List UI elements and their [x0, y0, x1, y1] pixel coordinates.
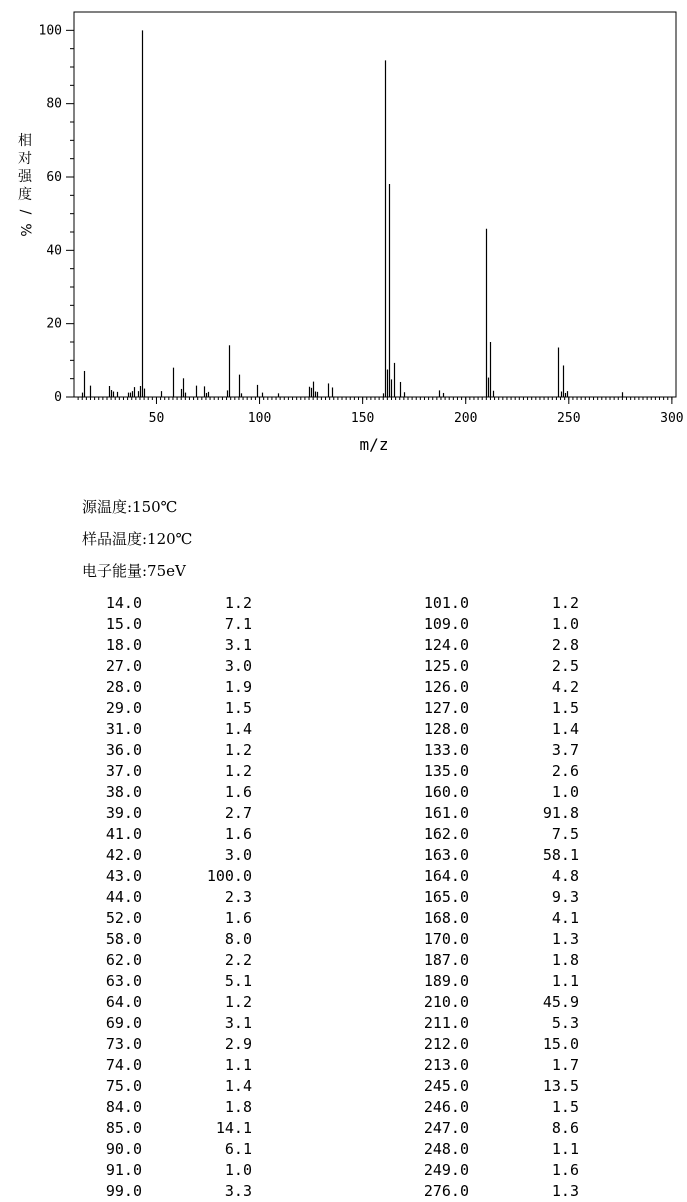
peak-abundance: 2.3 — [224, 888, 252, 906]
peak-table-row — [0, 929, 340, 950]
peak-table-row — [0, 614, 340, 635]
peak-table-row — [340, 656, 687, 677]
peak-abundance: 1.5 — [224, 699, 252, 717]
peak-table-row — [340, 677, 687, 698]
peak-mz: 38.0 — [105, 783, 142, 801]
x-axis-label: m/z — [359, 435, 389, 454]
y-axis-label-char: 强 — [18, 169, 32, 185]
peak-table-row — [0, 887, 340, 908]
peak-abundance: 1.1 — [551, 1140, 579, 1158]
peak-abundance: 1.0 — [551, 615, 579, 633]
peak-mz: 126.0 — [423, 678, 469, 696]
peak-mz: 43.0 — [105, 867, 142, 885]
peak-mz: 249.0 — [423, 1161, 469, 1179]
peak-mz: 99.0 — [105, 1182, 142, 1200]
peak-abundance: 1.6 — [224, 909, 252, 927]
peak-table-row — [340, 761, 687, 782]
peak-table-row — [340, 719, 687, 740]
peak-mz: 170.0 — [423, 930, 469, 948]
peak-table-row — [340, 950, 687, 971]
peak-abundance: 9.3 — [551, 888, 579, 906]
peak-table-row — [340, 698, 687, 719]
peak-mz: 39.0 — [105, 804, 142, 822]
peak-abundance: 1.1 — [551, 972, 579, 990]
peak-mz: 37.0 — [105, 762, 142, 780]
peak-table-row — [0, 782, 340, 803]
peak-table-row — [340, 992, 687, 1013]
peak-abundance: 1.9 — [224, 678, 252, 696]
peak-table-row — [0, 761, 340, 782]
y-axis-label-char: % — [17, 223, 33, 237]
peak-abundance: 1.0 — [551, 783, 579, 801]
peak-abundance: 3.0 — [224, 846, 252, 864]
peak-abundance: 1.3 — [551, 930, 579, 948]
peak-mz: 14.0 — [105, 594, 142, 612]
peak-abundance: 1.8 — [551, 951, 579, 969]
peak-table-row — [0, 971, 340, 992]
peak-mz: 168.0 — [423, 909, 469, 927]
x-tick-label: 300 — [660, 411, 684, 426]
x-tick-label: 250 — [557, 411, 581, 426]
peak-abundance: 1.4 — [224, 720, 252, 738]
peak-mz: 29.0 — [105, 699, 142, 717]
peak-mz: 27.0 — [105, 657, 142, 675]
peak-table-row — [0, 908, 340, 929]
peak-table-row — [340, 824, 687, 845]
peak-abundance: 1.4 — [224, 1077, 252, 1095]
peak-mz: 58.0 — [105, 930, 142, 948]
peak-mz: 212.0 — [423, 1035, 469, 1053]
peak-abundance: 1.2 — [551, 594, 579, 612]
peak-table-row — [0, 656, 340, 677]
peak-mz: 127.0 — [423, 699, 469, 717]
peak-table-row — [0, 824, 340, 845]
y-axis-label-char: 相 — [18, 133, 32, 149]
peak-mz: 44.0 — [105, 888, 142, 906]
peak-mz: 63.0 — [105, 972, 142, 990]
peak-mz: 163.0 — [423, 846, 469, 864]
peak-table-row — [340, 1181, 687, 1202]
peak-mz: 245.0 — [423, 1077, 469, 1095]
peak-table-row — [0, 1076, 340, 1097]
peak-abundance: 5.3 — [551, 1014, 579, 1032]
peak-abundance: 2.6 — [551, 762, 579, 780]
peak-mz: 84.0 — [105, 1098, 142, 1116]
peak-mz: 162.0 — [423, 825, 469, 843]
peak-abundance: 2.2 — [224, 951, 252, 969]
peak-table-row — [340, 1013, 687, 1034]
peak-table-row — [0, 698, 340, 719]
peak-mz: 28.0 — [105, 678, 142, 696]
peak-abundance: 1.2 — [224, 993, 252, 1011]
peak-table-row — [340, 1076, 687, 1097]
peak-table-row — [340, 593, 687, 614]
peak-abundance: 15.0 — [542, 1035, 579, 1053]
peak-mz: 124.0 — [423, 636, 469, 654]
peak-mz: 161.0 — [423, 804, 469, 822]
peak-abundance: 7.1 — [224, 615, 252, 633]
peak-abundance: 4.1 — [551, 909, 579, 927]
peak-mz: 74.0 — [105, 1056, 142, 1074]
peak-mz: 52.0 — [105, 909, 142, 927]
peak-mz: 246.0 — [423, 1098, 469, 1116]
peak-mz: 211.0 — [423, 1014, 469, 1032]
peak-abundance: 4.8 — [551, 867, 579, 885]
peak-abundance: 1.6 — [224, 825, 252, 843]
peak-table-row — [340, 803, 687, 824]
peak-mz: 75.0 — [105, 1077, 142, 1095]
peak-abundance: 1.2 — [224, 594, 252, 612]
peak-abundance: 1.3 — [551, 1182, 579, 1200]
peak-abundance: 1.7 — [551, 1056, 579, 1074]
y-tick-label: 20 — [46, 316, 62, 332]
y-axis-label — [17, 132, 33, 237]
peak-table-row — [0, 719, 340, 740]
peak-table-row — [340, 1055, 687, 1076]
peak-table-row — [0, 740, 340, 761]
x-tick-label: 100 — [247, 411, 272, 426]
peak-mz: 41.0 — [105, 825, 142, 843]
y-tick-label: 40 — [46, 243, 62, 259]
peak-mz: 213.0 — [423, 1056, 469, 1074]
peak-table-row — [340, 1034, 687, 1055]
y-axis-label-char: 度 — [18, 187, 32, 203]
peak-abundance: 2.8 — [551, 636, 579, 654]
peak-table-row — [0, 635, 340, 656]
peak-mz: 69.0 — [105, 1014, 142, 1032]
peak-abundance: 5.1 — [224, 972, 252, 990]
peak-abundance: 7.5 — [551, 825, 579, 843]
peak-table-left — [0, 593, 340, 1202]
peak-abundance: 58.1 — [542, 846, 579, 864]
peak-table-row — [0, 1097, 340, 1118]
peak-table-row — [340, 740, 687, 761]
peak-mz: 73.0 — [105, 1035, 142, 1053]
peak-table-row — [0, 803, 340, 824]
peak-table-row — [0, 845, 340, 866]
peak-mz: 91.0 — [105, 1161, 142, 1179]
peak-table-row — [340, 1118, 687, 1139]
peak-mz: 276.0 — [423, 1182, 469, 1200]
peak-abundance: 91.8 — [542, 804, 579, 822]
peak-table-row — [0, 1118, 340, 1139]
peak-abundance: 6.1 — [224, 1140, 252, 1158]
peak-table-right — [340, 593, 687, 1202]
peak-abundance: 1.2 — [224, 762, 252, 780]
peak-table-row — [0, 1181, 340, 1202]
y-axis-label-char: / — [17, 209, 33, 215]
peak-table-row — [340, 614, 687, 635]
peak-table-row — [340, 1097, 687, 1118]
peak-abundance: 1.5 — [551, 699, 579, 717]
peak-mz: 31.0 — [105, 720, 142, 738]
peak-mz: 125.0 — [423, 657, 469, 675]
peak-abundance: 3.3 — [224, 1182, 252, 1200]
spectrum-peaks — [83, 30, 623, 397]
peak-abundance: 1.6 — [224, 783, 252, 801]
peak-abundance: 2.5 — [551, 657, 579, 675]
y-tick-label: 80 — [46, 96, 62, 112]
peak-abundance: 1.1 — [224, 1056, 252, 1074]
peak-abundance: 1.0 — [224, 1161, 252, 1179]
peak-mz: 160.0 — [423, 783, 469, 801]
mass-spectrum-chart — [0, 0, 687, 470]
peak-mz: 15.0 — [105, 615, 142, 633]
peak-mz: 164.0 — [423, 867, 469, 885]
y-tick-label: 0 — [54, 390, 62, 405]
peak-table-row — [340, 1139, 687, 1160]
peak-mz: 18.0 — [105, 636, 142, 654]
peak-mz: 247.0 — [423, 1119, 469, 1137]
peak-table-row — [0, 1139, 340, 1160]
peak-table-row — [0, 992, 340, 1013]
peak-abundance: 1.8 — [224, 1098, 252, 1116]
peak-table-row — [0, 677, 340, 698]
peak-mz: 165.0 — [423, 888, 469, 906]
peak-abundance: 2.7 — [224, 804, 252, 822]
peak-mz: 133.0 — [423, 741, 469, 759]
peak-abundance: 8.6 — [551, 1119, 579, 1137]
peak-abundance: 1.4 — [551, 720, 579, 738]
y-tick-label: 60 — [46, 170, 62, 185]
x-tick-label: 200 — [453, 411, 478, 426]
peak-table-row — [340, 971, 687, 992]
peak-table-row — [340, 1160, 687, 1181]
peak-abundance: 2.9 — [224, 1035, 252, 1053]
peak-table-row — [340, 887, 687, 908]
peak-abundance: 1.6 — [551, 1161, 579, 1179]
peak-table-row — [0, 1034, 340, 1055]
peak-table-row — [0, 1013, 340, 1034]
peak-table-row — [0, 1160, 340, 1181]
y-tick-label: 100 — [38, 23, 62, 39]
peak-mz: 135.0 — [423, 762, 469, 780]
peak-mz: 248.0 — [423, 1140, 469, 1158]
sample-temperature: 样品温度:120℃ — [82, 530, 193, 548]
peak-abundance: 4.2 — [551, 678, 579, 696]
peak-mz: 101.0 — [423, 594, 469, 612]
x-tick-label: 50 — [148, 411, 165, 426]
peak-table-row — [0, 593, 340, 614]
peak-table-row — [340, 866, 687, 887]
peak-abundance: 3.1 — [224, 636, 252, 654]
source-temperature: 源温度:150℃ — [82, 498, 178, 516]
electron-energy: 电子能量:75eV — [82, 562, 186, 580]
peak-mz: 62.0 — [105, 951, 142, 969]
peak-abundance: 8.0 — [224, 930, 252, 948]
peak-mz: 187.0 — [423, 951, 469, 969]
peak-mz: 90.0 — [105, 1140, 142, 1158]
peak-abundance: 3.7 — [551, 741, 579, 759]
y-axis-label-char: 对 — [18, 151, 32, 167]
peak-table-row — [340, 929, 687, 950]
peak-mz: 210.0 — [423, 993, 469, 1011]
peak-abundance: 14.1 — [215, 1119, 252, 1137]
peak-table-row — [340, 908, 687, 929]
x-axis-ticks — [149, 397, 684, 426]
peak-table-row — [0, 866, 340, 887]
peak-mz: 36.0 — [105, 741, 142, 759]
peak-abundance: 3.1 — [224, 1014, 252, 1032]
peak-mz: 189.0 — [423, 972, 469, 990]
peak-abundance: 45.9 — [542, 993, 579, 1011]
peak-table-row — [0, 1055, 340, 1076]
peak-mz: 128.0 — [423, 720, 469, 738]
peak-abundance: 1.5 — [551, 1098, 579, 1116]
peak-mz: 85.0 — [105, 1119, 142, 1137]
peak-table-row — [0, 950, 340, 971]
peak-mz: 109.0 — [423, 615, 469, 633]
peak-mz: 42.0 — [105, 846, 142, 864]
peak-abundance: 100.0 — [206, 867, 252, 885]
peak-table-row — [340, 635, 687, 656]
peak-table-row — [340, 782, 687, 803]
x-tick-label: 150 — [350, 411, 375, 426]
peak-mz: 64.0 — [105, 993, 142, 1011]
y-axis-ticks — [39, 23, 74, 405]
peak-abundance: 1.2 — [224, 741, 252, 759]
peak-abundance: 13.5 — [542, 1077, 579, 1095]
plot-frame — [74, 12, 676, 397]
peak-abundance: 3.0 — [224, 657, 252, 675]
peak-table-row — [340, 845, 687, 866]
